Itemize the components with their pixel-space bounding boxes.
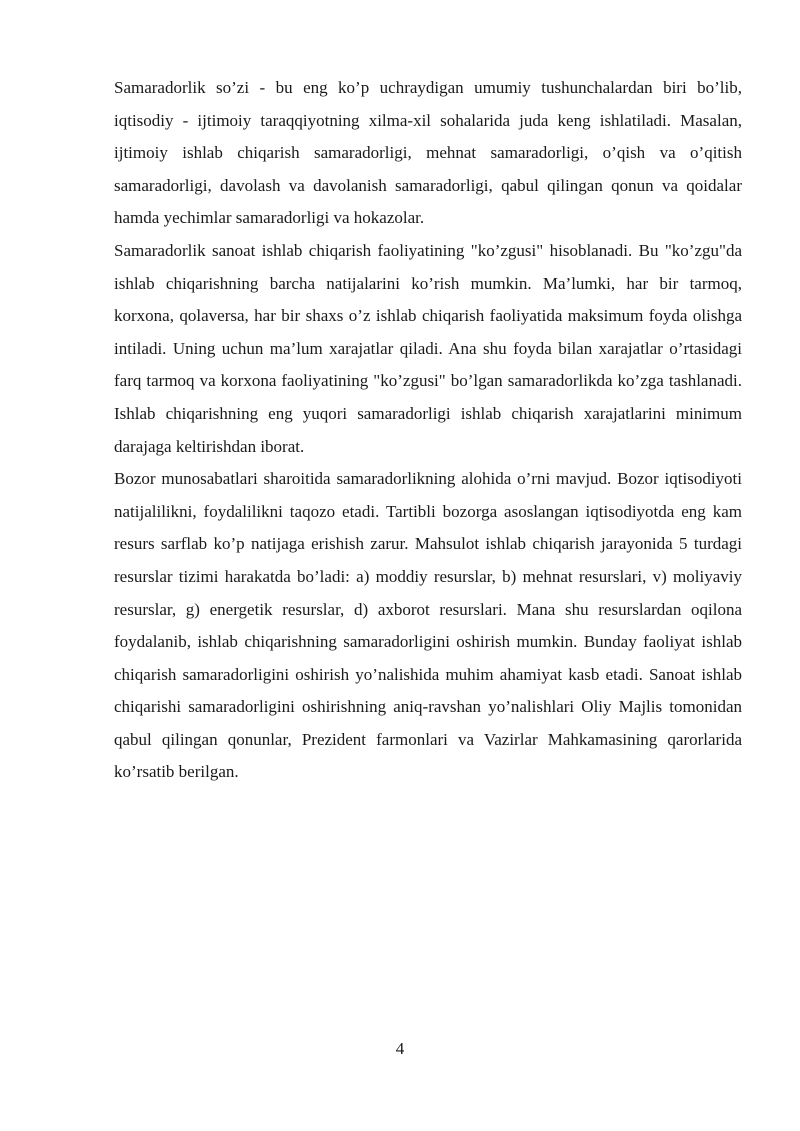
paragraph-1: Samaradorlik so’zi - bu eng ko’p uchraydigan umumiy tushunchalardan biri bo’lib, iqtisodiy - ijtimoiy taraqqiyotning xilma-xil sohalarida juda keng ishlatiladi. Masalan, ijtimoiy ishlab chiqarish samaradorligi, mehnat samaradorligi, o’qish va o’qitish samaradorligi, davolash va davolanish samaradorligi, qabul qilingan qonun va qoidalar hamda yechimlar samaradorligi va hokazolar. [114, 78, 742, 228]
paragraph-2: Samaradorlik sanoat ishlab chiqarish faoliyatining "ko’zgusi" hisoblanadi. Bu "ko’zgu"da ishlab chiqarishning barcha natijalarini ko’rish mumkin. Ma’lumki, har bir tarmoq, korxona, qolaversa, har bir shaxs o’z ishlab chiqarish faoliyatida maksimum foyda olishga intiladi. Uning uchun ma’lum xarajatlar qiladi. Ana shu foyda bilan xarajatlar o’rtasidagi farq tarmoq va korxona faoliyatining "ko’zgusi" bo’lgan samaradorlikda ko’zga tashlanadi. Ishlab chiqarishning eng yuqori samaradorligi ishlab chiqarish xarajatlarini minimum darajaga keltirishdan iborat. [114, 240, 742, 456]
page-number: 4 [395, 1039, 405, 1058]
body-text [114, 72, 742, 789]
paragraph-3: Bozor munosabatlari sharoitida samaradorlikning alohida o’rni mavjud. Bozor iqtisodiyoti natijalilikni, foydalilikni taqozo etadi. Tartibli bozorga asoslangan iqtisodiyotda eng kam resurs sarflab ko’p natijaga erishish zarur. Mahsulot ishlab chiqarish jarayonida 5 turdagi resurslar tizimi harakatda bo’ladi: a) moddiy resurslar, b) mehnat resurslari, v) moliyaviy resurslar, g) energetik resurslar, d) axborot resurslari. Mana shu resurslardan oqilona foydalanib, ishlab chiqarishning samaradorligini oshirish mumkin. Bunday faoliyat ishlab chiqarish samaradorligini oshirish yo’nalishida muhim ahamiyat kasb etadi. Sanoat ishlab chiqarishi samaradorligini oshirishning aniq-ravshan yo’nalishlari Oliy Majlis tomonidan qabul qilingan qonunlar, Prezident farmonlari va Vazirlar Mahkamasining qarorlarida ko’rsatib berilgan. [114, 469, 742, 782]
